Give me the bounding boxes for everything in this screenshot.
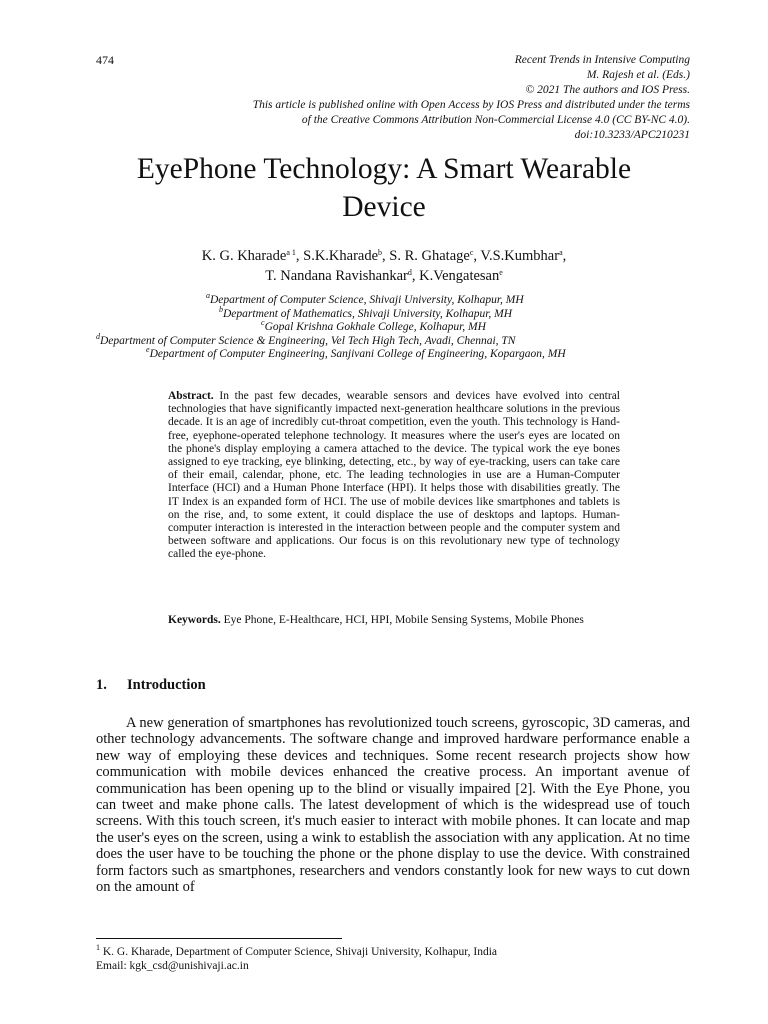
author-affil-mark: d: [407, 268, 412, 277]
footnote: [96, 945, 497, 973]
publication-header: [253, 53, 690, 144]
affiliation-text: Gopal Krishna Gokhale College, Kolhapur, MH: [264, 321, 486, 334]
body-paragraph: A new generation of smartphones has revolutionized touch screens, gyroscopic, 3D cameras, and other technology advancements. The software change and improved hardware performance enable a new way of employing these devices and techniques. Some recent research projects show how communication with mobile devices enhanced the creative process. An important avenue of communication has been opening up to the blind or visually impaired [2]. With the Eye Phone, you can tweet and make phone calls. The latest development of which is the widespread use of touch screens. With this touch screen, it's much easier to interact with mobile phones. It can locate and map the user's eyes on the screen, using a wink to establish the association with any application. At no time does the user have to be touching the phone or the phone display to use the device. With constrained form factors such as smartphones, researchers and vendors constantly look for new ways to cut down on the amount of: [96, 715, 690, 896]
affiliation-text: Department of Mathematics, Shivaji University, Kolhapur, MH: [223, 307, 513, 320]
affiliation-text: Department of Computer Science, Shivaji University, Kolhapur, MH: [210, 294, 524, 306]
footnote-mark: 1: [96, 943, 100, 952]
footnote-email: Email: kgk_csd@unishivaji.ac.in: [96, 960, 249, 972]
author-affil-mark: b: [378, 248, 383, 257]
keywords-label: Keywords.: [168, 614, 221, 626]
author-name: T. Nandana Ravishankar: [265, 268, 408, 284]
paper-title: [0, 150, 768, 226]
header-line-copyright: © 2021 The authors and IOS Press.: [525, 84, 690, 97]
header-line-series: Recent Trends in Intensive Computing: [514, 54, 690, 66]
author-name: , K.Vengatesan: [411, 268, 500, 284]
page-number: 474: [96, 53, 114, 67]
footnote-rule: [96, 938, 342, 939]
header-line-doi: doi:10.3233/APC210231: [574, 129, 690, 142]
affiliation-mark: c: [261, 318, 265, 328]
author-affil-mark: c: [469, 248, 474, 257]
abstract-text: In the past few decades, wearable sensors and devices have evolved into central technologies that have significantly impacted next-generation healthcare solutions in the previous decade. It is an age of incredibly cut-throat competition, even the youth. This technology is Hand-free, eyephone-operated telephone technology. It measures where the user's eyes are located on the phone's display employing a camera attached to the device. The typical work the eye bones assigned to eye tracking, eye blinking, detecting, etc., by way of eye-tracking, users can take care of their email, calendar, phone, etc. The leading technologies in use are a Human-Computer Interface (HCI) and a Human Phone Interface (HPI). It helps those with disabilities greatly. The IT Index is an expanded form of HCI. The use of mobile devices like smartphones and tablets is on the rise, and, to some extent, it could displace the use of desktops and laptops. Human-computer interaction is interested in the interaction between people and the computer system and between software and applications. Our focus is on this revolutionary new type of technology called the eye-phone.: [168, 390, 620, 561]
keywords: [168, 613, 620, 627]
affiliation-e: [0, 345, 768, 362]
header-line-license-2: of the Creative Commons Attribution Non-Commercial License 4.0 (CC BY-NC 4.0).: [301, 114, 690, 127]
section-heading: [96, 677, 206, 694]
affiliation-b: [0, 304, 768, 322]
section-number: 1.: [96, 677, 107, 693]
abstract: [168, 390, 620, 562]
affiliation-text: Department of Computer Engineering, Sanjivani College of Engineering, Kopargaon, MH: [149, 348, 566, 361]
keywords-text: Eye Phone, E-Healthcare, HCI, HPI, Mobile Sensing Systems, Mobile Phones: [223, 614, 584, 626]
affiliation-mark: d: [96, 331, 100, 341]
author-name: , S. R. Ghatage: [382, 248, 470, 264]
footnote-text: K. G. Kharade, Department of Computer Science, Shivaji University, Kolhapur, India: [100, 946, 498, 958]
affiliation-mark: e: [146, 345, 150, 355]
author-affil-mark: a 1: [286, 248, 296, 257]
affiliation-text: Department of Computer Science & Engineering, Vel Tech High Tech, Avadi, Chennai, TN: [100, 334, 516, 347]
affiliation-d: [0, 331, 768, 349]
header-line-editors: M. Rajesh et al. (Eds.): [586, 69, 690, 82]
author-name: , V.S.Kumbhar: [473, 248, 560, 264]
author-line-1: [0, 246, 768, 266]
author-affil-mark: e: [499, 268, 503, 277]
section-title: Introduction: [127, 677, 206, 693]
footnote-line-1: [96, 945, 497, 959]
author-separator: ,: [562, 248, 567, 264]
affiliation-list: [0, 291, 768, 362]
author-name: K. G. Kharade: [201, 248, 287, 264]
title-line-2: Device: [342, 191, 426, 223]
affiliation-mark: a: [206, 291, 210, 300]
author-name: , S.K.Kharade: [295, 248, 379, 264]
affiliation-a: [0, 291, 768, 308]
author-line-2: [0, 266, 768, 286]
affiliation-mark: b: [219, 304, 223, 314]
author-affil-mark: a: [559, 248, 563, 257]
author-list: [0, 246, 768, 286]
title-line-1: EyePhone Technology: A Smart Wearable: [136, 153, 632, 185]
affiliation-c: [0, 318, 768, 335]
abstract-label: Abstract.: [168, 390, 214, 402]
header-line-license-1: This article is published online with Open Access by IOS Press and distributed under the terms: [252, 99, 690, 112]
